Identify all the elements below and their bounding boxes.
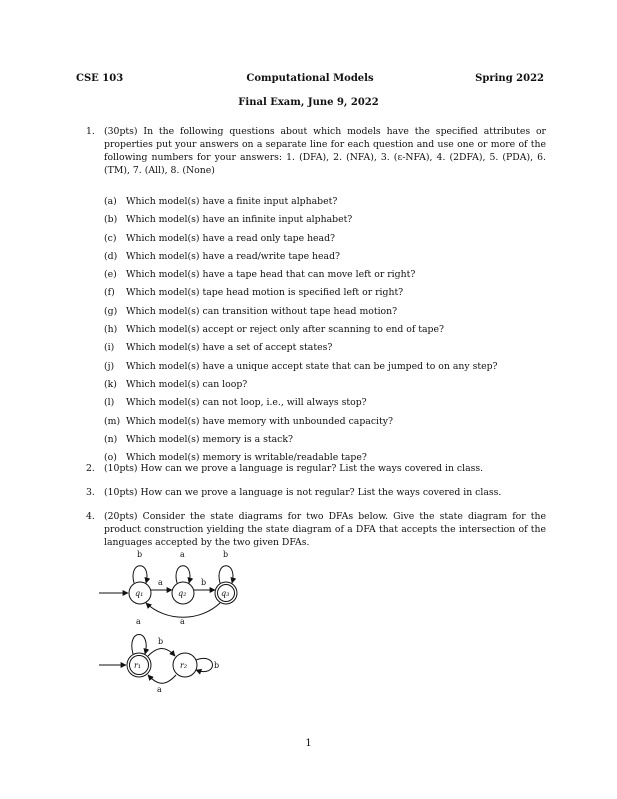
- dfa2-loop-r1: [132, 635, 146, 655]
- part-label: (a): [104, 196, 117, 207]
- dfa1-loop-label: b: [137, 550, 143, 559]
- dfa1-loop-q2: [176, 566, 190, 583]
- part-text: Which model(s) have a unique accept state that can be jumped to on any step?: [126, 360, 498, 372]
- question-2-number: 2.: [86, 463, 95, 474]
- part-text: Which model(s) can not loop, i.e., will always stop?: [126, 397, 367, 409]
- dfa1-state-label: q₁: [135, 589, 144, 598]
- part-text: Which model(s) have an infinite input alphabet?: [126, 214, 353, 226]
- part-text: Which model(s) have a read only tape head?: [126, 232, 336, 244]
- dfa2-loop-label: b: [214, 661, 220, 670]
- dfa1-edge-label: a: [180, 617, 185, 626]
- part-text: Which model(s) tape head motion is specified left or right?: [126, 287, 404, 299]
- dfa2-loop-r2: [196, 658, 213, 671]
- part-text: Which model(s) have a finite input alphabet?: [126, 196, 338, 207]
- question-4-number: 4.: [86, 511, 95, 522]
- part-label: (c): [104, 232, 117, 244]
- term: Spring 2022: [475, 73, 544, 84]
- part-label: (n): [104, 433, 118, 445]
- dfa1-loop-q1: [133, 566, 147, 583]
- question-3-text: (10pts) How can we prove a language is not regular? List the ways covered in class.: [104, 487, 502, 498]
- dfa1-edge-q3-q1: [146, 603, 220, 617]
- part-label: (m): [104, 415, 121, 427]
- dfa2-edge-label: a: [157, 685, 162, 694]
- part-text: Which model(s) can loop?: [126, 378, 248, 390]
- question-2-text: (10pts) How can we prove a language is regular? List the ways covered in class.: [104, 463, 484, 474]
- dfa2-edge-r2-r1: [148, 675, 176, 683]
- part-label: (k): [104, 378, 117, 390]
- question-4-text: (20pts) Consider the state diagrams for two DFAs below. Give the state diagram for the product construction yielding the state diagram of a DFA that accepts the intersection of the languages accepted by the two given DFAs.: [104, 511, 546, 548]
- dfa2-edge-r1-r2: [148, 649, 175, 657]
- dfa2-state-label: r₁: [134, 661, 142, 670]
- part-label: (i): [104, 342, 115, 354]
- dfa2-diagram: [99, 635, 213, 684]
- part-text: Which model(s) can transition without tape head motion?: [126, 305, 398, 317]
- question-3-number: 3.: [86, 487, 95, 498]
- dfa2-edge-label: b: [158, 637, 164, 646]
- part-text: Which model(s) have memory with unbounded capacity?: [126, 415, 393, 427]
- part-label: (f): [104, 287, 115, 299]
- course-code: CSE 103: [76, 73, 124, 84]
- exam-subtitle: Final Exam, June 9, 2022: [238, 97, 379, 108]
- part-text: Which model(s) have a read/write tape head?: [126, 250, 341, 262]
- dfa2-loop-label: a: [136, 617, 141, 626]
- part-label: (b): [104, 214, 118, 226]
- dfa1-labels: [135, 550, 229, 626]
- part-text: Which model(s) memory is a stack?: [126, 433, 293, 445]
- part-label: (e): [104, 269, 117, 281]
- dfa1-edge-label: b: [201, 578, 207, 587]
- part-label: (h): [104, 324, 118, 336]
- question-1-text: (30pts) In the following questions about which models have the specified attributes or properties put your answers on a separate line for each question and use one or more of the following numbers for your answers: 1. (DFA), 2. (NFA), 3. (ε-NFA), 4. (2DFA), 5. (PDA), 6. (TM), 7. (All), 8. (None): [104, 126, 546, 176]
- dfa1-loop-label: a: [180, 550, 185, 559]
- dfa1-edge-label: a: [158, 578, 163, 587]
- dfa1-loop-q3: [219, 566, 233, 583]
- part-text: Which model(s) memory is writable/readable tape?: [126, 452, 367, 464]
- course-title: Computational Models: [246, 73, 374, 84]
- part-text: Which model(s) have a set of accept states?: [126, 342, 333, 354]
- dfa1-state-label: q₂: [178, 589, 187, 598]
- part-label: (j): [104, 360, 115, 372]
- dfa1-state-label: q₃: [221, 589, 230, 598]
- part-label: (d): [104, 250, 118, 262]
- dfa1-loop-label: b: [223, 550, 229, 559]
- part-label: (l): [104, 397, 115, 409]
- question-1-number: 1.: [86, 126, 95, 137]
- page-number: 1: [305, 738, 312, 749]
- dfa1-diagram: [99, 566, 237, 618]
- part-text: Which model(s) have a tape head that can move left or right?: [126, 269, 416, 281]
- dfa2-state-label: r₂: [180, 661, 188, 670]
- part-label: (o): [104, 452, 117, 464]
- part-text: Which model(s) accept or reject only after scanning to end of tape?: [126, 324, 444, 336]
- part-label: (g): [104, 305, 118, 317]
